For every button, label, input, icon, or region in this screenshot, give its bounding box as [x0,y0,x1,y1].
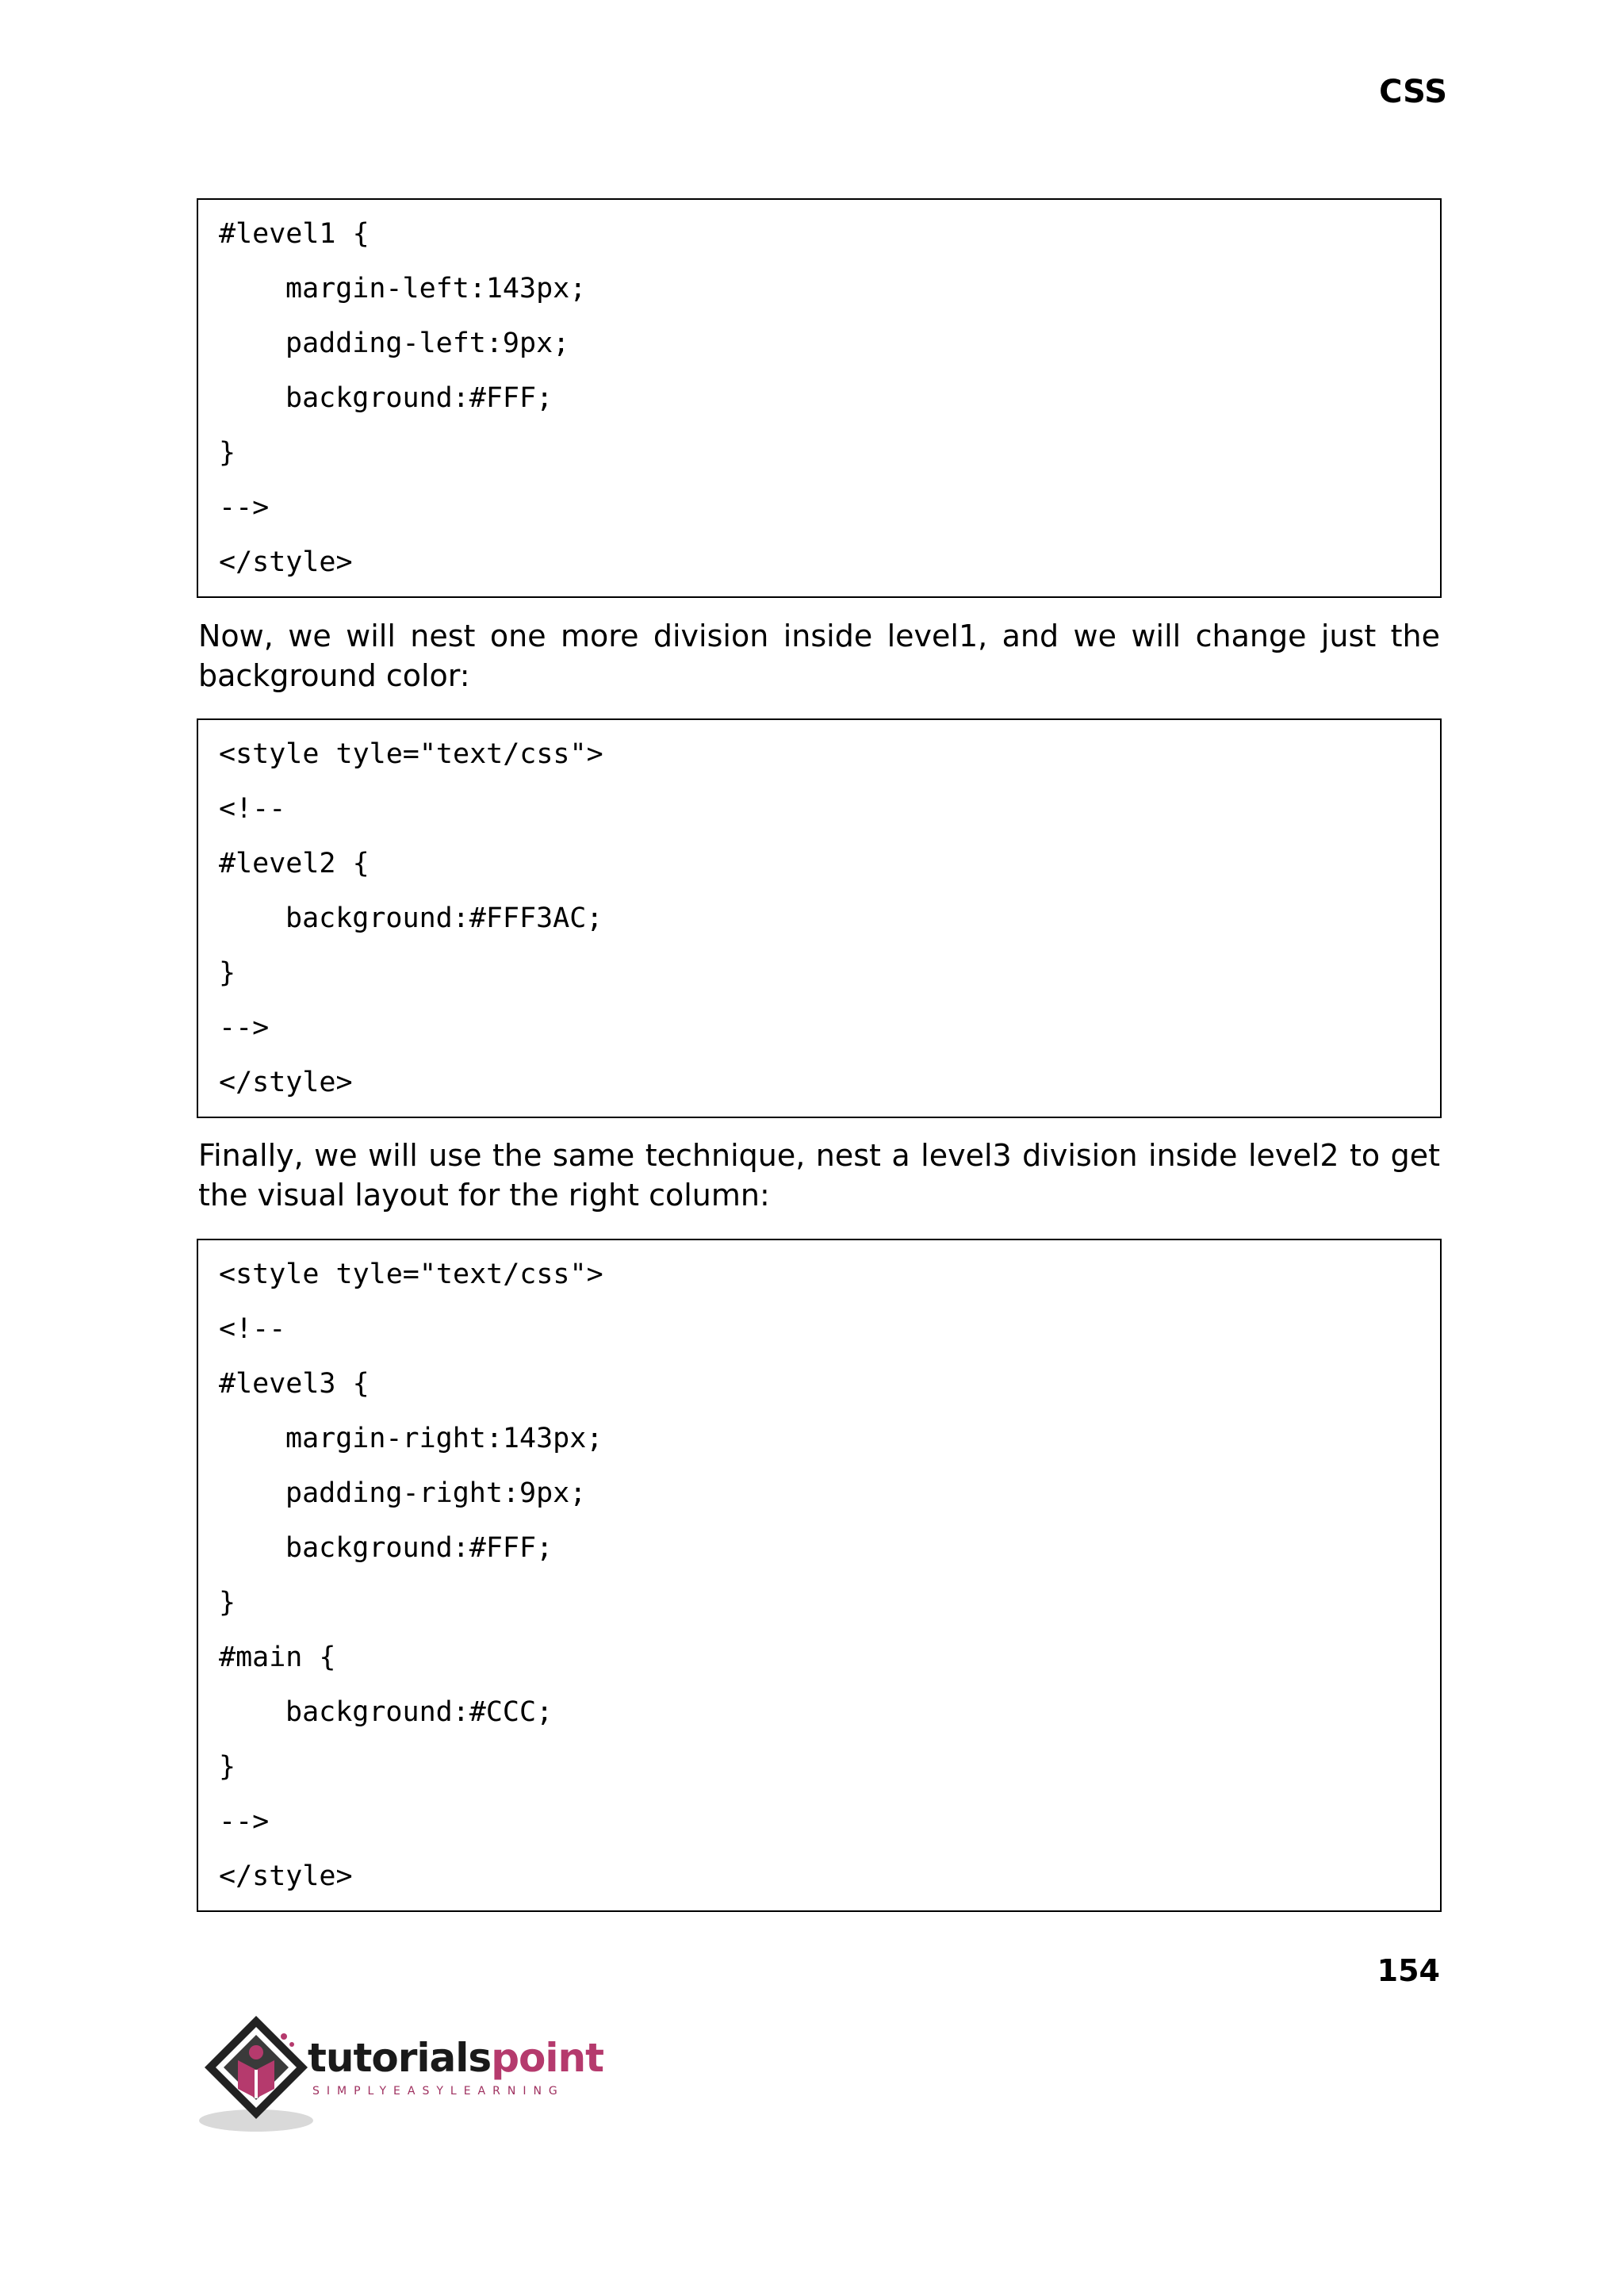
logo-wordmark: tutorialspoint [308,2035,603,2081]
code-line: } [219,437,236,469]
code-line: margin-left:143px; [285,273,587,305]
code-line: #level2 { [219,848,370,879]
code-line: <style tyle="text/css"> [219,1259,603,1290]
tutorialspoint-logo [197,2011,609,2138]
code-line: margin-right:143px; [285,1423,603,1454]
code-line: <style tyle="text/css"> [219,738,603,770]
code-line: #level1 { [219,218,370,250]
code-line: --> [219,1012,270,1044]
code-line: --> [219,492,270,523]
code-block-1 [197,198,1442,598]
code-line: background:#CCC; [285,1696,553,1728]
code-line: </style> [219,1860,353,1892]
body-paragraph-2: Finally, we will use the same technique, nest a level3 division inside level2 to get the visual layout for the right column: [198,1138,1440,1213]
code-block-3 [197,1239,1442,1912]
code-block-2 [197,718,1442,1118]
page-header-title: CSS [1379,74,1447,110]
code-line: padding-left:9px; [285,328,570,359]
code-line: <!-- [219,1313,286,1345]
code-line: background:#FFF; [285,1532,553,1564]
code-line: } [219,1751,236,1783]
code-line: #level3 { [219,1368,370,1400]
code-line: background:#FFF3AC; [285,902,603,934]
logo-tagline: SIMPLYEASYLEARNING [312,2085,565,2098]
page-number: 154 [1377,1953,1440,1988]
logo-mark-icon [197,2011,316,2138]
code-line: padding-right:9px; [285,1477,587,1509]
body-paragraph-1: Now, we will nest one more division inside level1, and we will change just the background color: [198,619,1440,693]
code-line: } [219,957,236,989]
code-line: } [219,1587,236,1619]
code-line: </style> [219,1067,353,1098]
code-line: background:#FFF; [285,382,553,414]
code-line: </style> [219,546,353,578]
code-line: --> [219,1806,270,1837]
code-line: <!-- [219,793,286,825]
code-line: #main { [219,1642,336,1673]
